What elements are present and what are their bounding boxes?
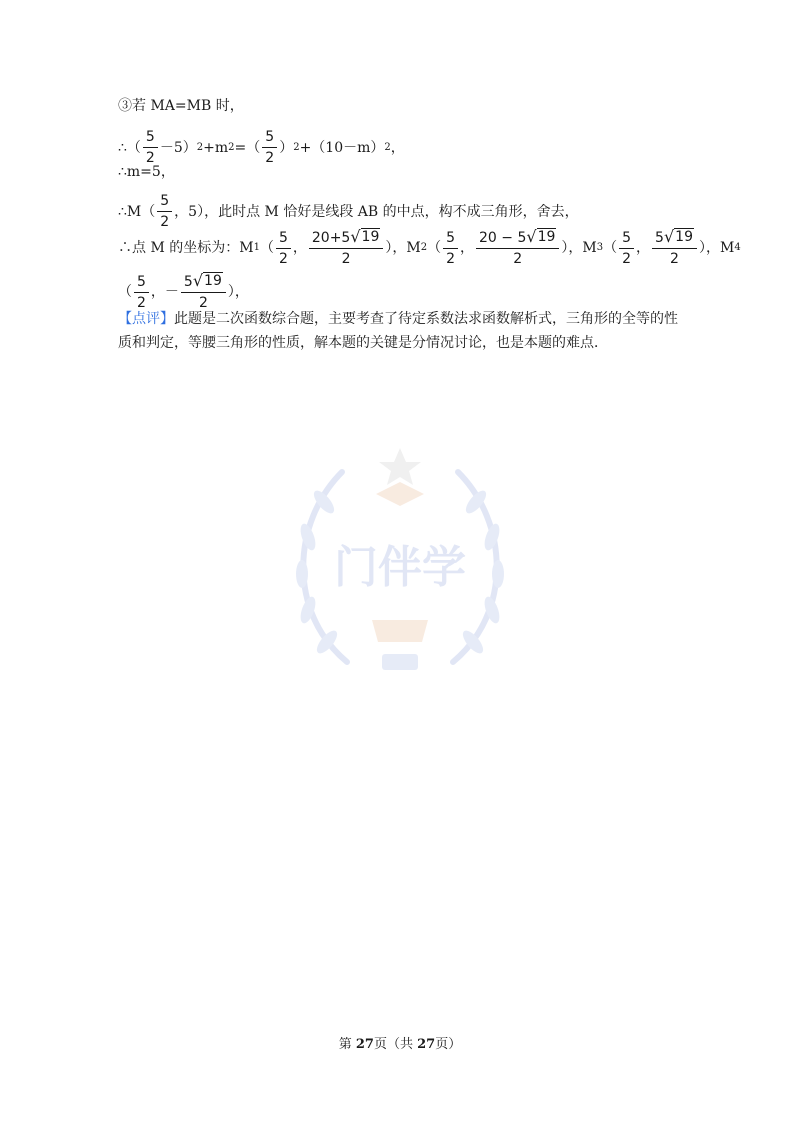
coord-text: （ [259,240,274,256]
numerator-text: 5 [183,274,193,290]
denominator: 2 [670,251,679,267]
case-three-text: ③若 MA=MB 时， [118,98,244,114]
numerator-text: 5 [655,230,664,246]
fraction [443,229,458,268]
denominator: 2 [160,214,170,230]
fraction [476,228,559,268]
midpoint-line [118,192,579,231]
numerator: 5 [157,192,172,212]
radical-sign: √ [526,227,537,246]
denominator: 2 [341,251,351,267]
coord-text: （ [118,284,132,300]
numerator: 5 [443,229,458,249]
denominator: 2 [137,294,146,311]
eq-text: =（ [234,139,261,156]
denominator: 2 [198,295,208,311]
radicand: 19 [537,229,556,245]
coord-text: ∴点 M 的坐标为：M [118,240,254,256]
midpoint-text: ∴M（ [118,203,156,220]
denominator: 2 [446,250,455,267]
square-root [664,228,694,246]
m-value-line [118,162,175,182]
numerator [309,228,383,249]
numerator [181,272,226,293]
numerator [652,228,697,249]
denominator: 2 [145,150,155,166]
coord-text: （ [603,240,618,256]
denominator: 2 [265,150,275,166]
radicand: 19 [204,273,222,289]
eq-text: ） [279,139,294,156]
book-icon [372,620,428,642]
page-number: 27 [355,1037,374,1052]
fraction [134,273,149,312]
coord-text: ），M [698,240,735,256]
eq-text: ， [390,139,405,156]
radicand: 19 [675,229,693,245]
numerator: 5 [276,229,291,249]
fraction [181,272,226,312]
coordinates-line: ∴点 M 的坐标为：M 1 （ $\frac{5}{2}$ ， 20+5 √ 19 2 ），M 2 （ $\frac{5}{2}$ ， 20 − 5 √ 19 2 ），M 3 （ $\frac{5}{2}$ ， 5 √ 19 2 ），M 4 [118,227,741,267]
coord-text: ，－ [150,284,179,300]
footer-text: 页（共 [373,1037,418,1052]
comment-tag: 【点评】 [118,311,174,327]
coord-text: ， [292,240,307,256]
star-icon [379,448,421,485]
eq-text: －5） [159,139,197,156]
comment-text: 此题是二次函数综合题，主要考查了待定系数法求函数解析式，三角形的全等的性质和判定，等腰三角形的性质，解本题的关键是分情况讨论，也是本题的难点． [118,311,678,351]
watermark-text: 门伴学 [334,542,466,593]
numerator: 5 [134,273,149,293]
equation-line: ∴（ $\frac{5}{2}$ －5） 2 +m 2 =（ $\frac{5}{2}$ ） 2 +（10－m） 2 ， [118,129,405,166]
comment-paragraph [118,307,690,355]
numerator [476,228,559,249]
coord-text: ， [636,240,651,256]
eq-text: ∴（ [118,139,141,156]
fraction [157,192,172,231]
fraction [309,228,383,268]
coordinates-line-continued [118,272,249,312]
numerator-text: 20 − 5 [479,230,527,246]
radical-sign: √ [350,227,361,246]
radical-sign: √ [663,227,675,246]
coord-text: ， [460,240,474,256]
numerator: 5 [619,229,634,249]
square-root [193,272,223,290]
watermark-logo [272,442,528,692]
fraction [652,228,697,268]
case-three-line [118,96,244,116]
footer-text: 第 [338,1037,356,1052]
graduation-cap-icon [376,482,424,506]
total-pages: 27 [417,1037,436,1052]
numerator: 5 [143,128,158,148]
denominator: 2 [513,251,523,267]
numerator: 5 [262,128,277,148]
radicand: 19 [361,229,380,245]
fraction [619,229,634,268]
square-root [350,228,380,246]
fraction [276,229,291,268]
coord-text: ），M [385,240,421,256]
fraction [262,128,277,167]
denominator: 2 [278,250,288,267]
page-footer [0,1033,800,1052]
eq-text: +m [203,139,229,156]
m-value-text: ∴m=5， [118,164,175,180]
midpoint-text: ，5），此时点 M 恰好是线段 AB 的中点，构不成三角形，舍去， [174,203,579,220]
ribbon-icon [382,654,418,670]
eq-text: +（10－m） [299,139,385,156]
numerator-text: 20+5 [311,230,351,246]
footer-text: 页） [435,1037,462,1052]
coord-text: ），M [561,240,597,256]
denominator: 2 [622,250,632,267]
coord-text: ）， [227,284,249,300]
radical-sign: √ [192,271,204,290]
coord-text: （ [427,240,442,256]
square-root [526,228,556,246]
